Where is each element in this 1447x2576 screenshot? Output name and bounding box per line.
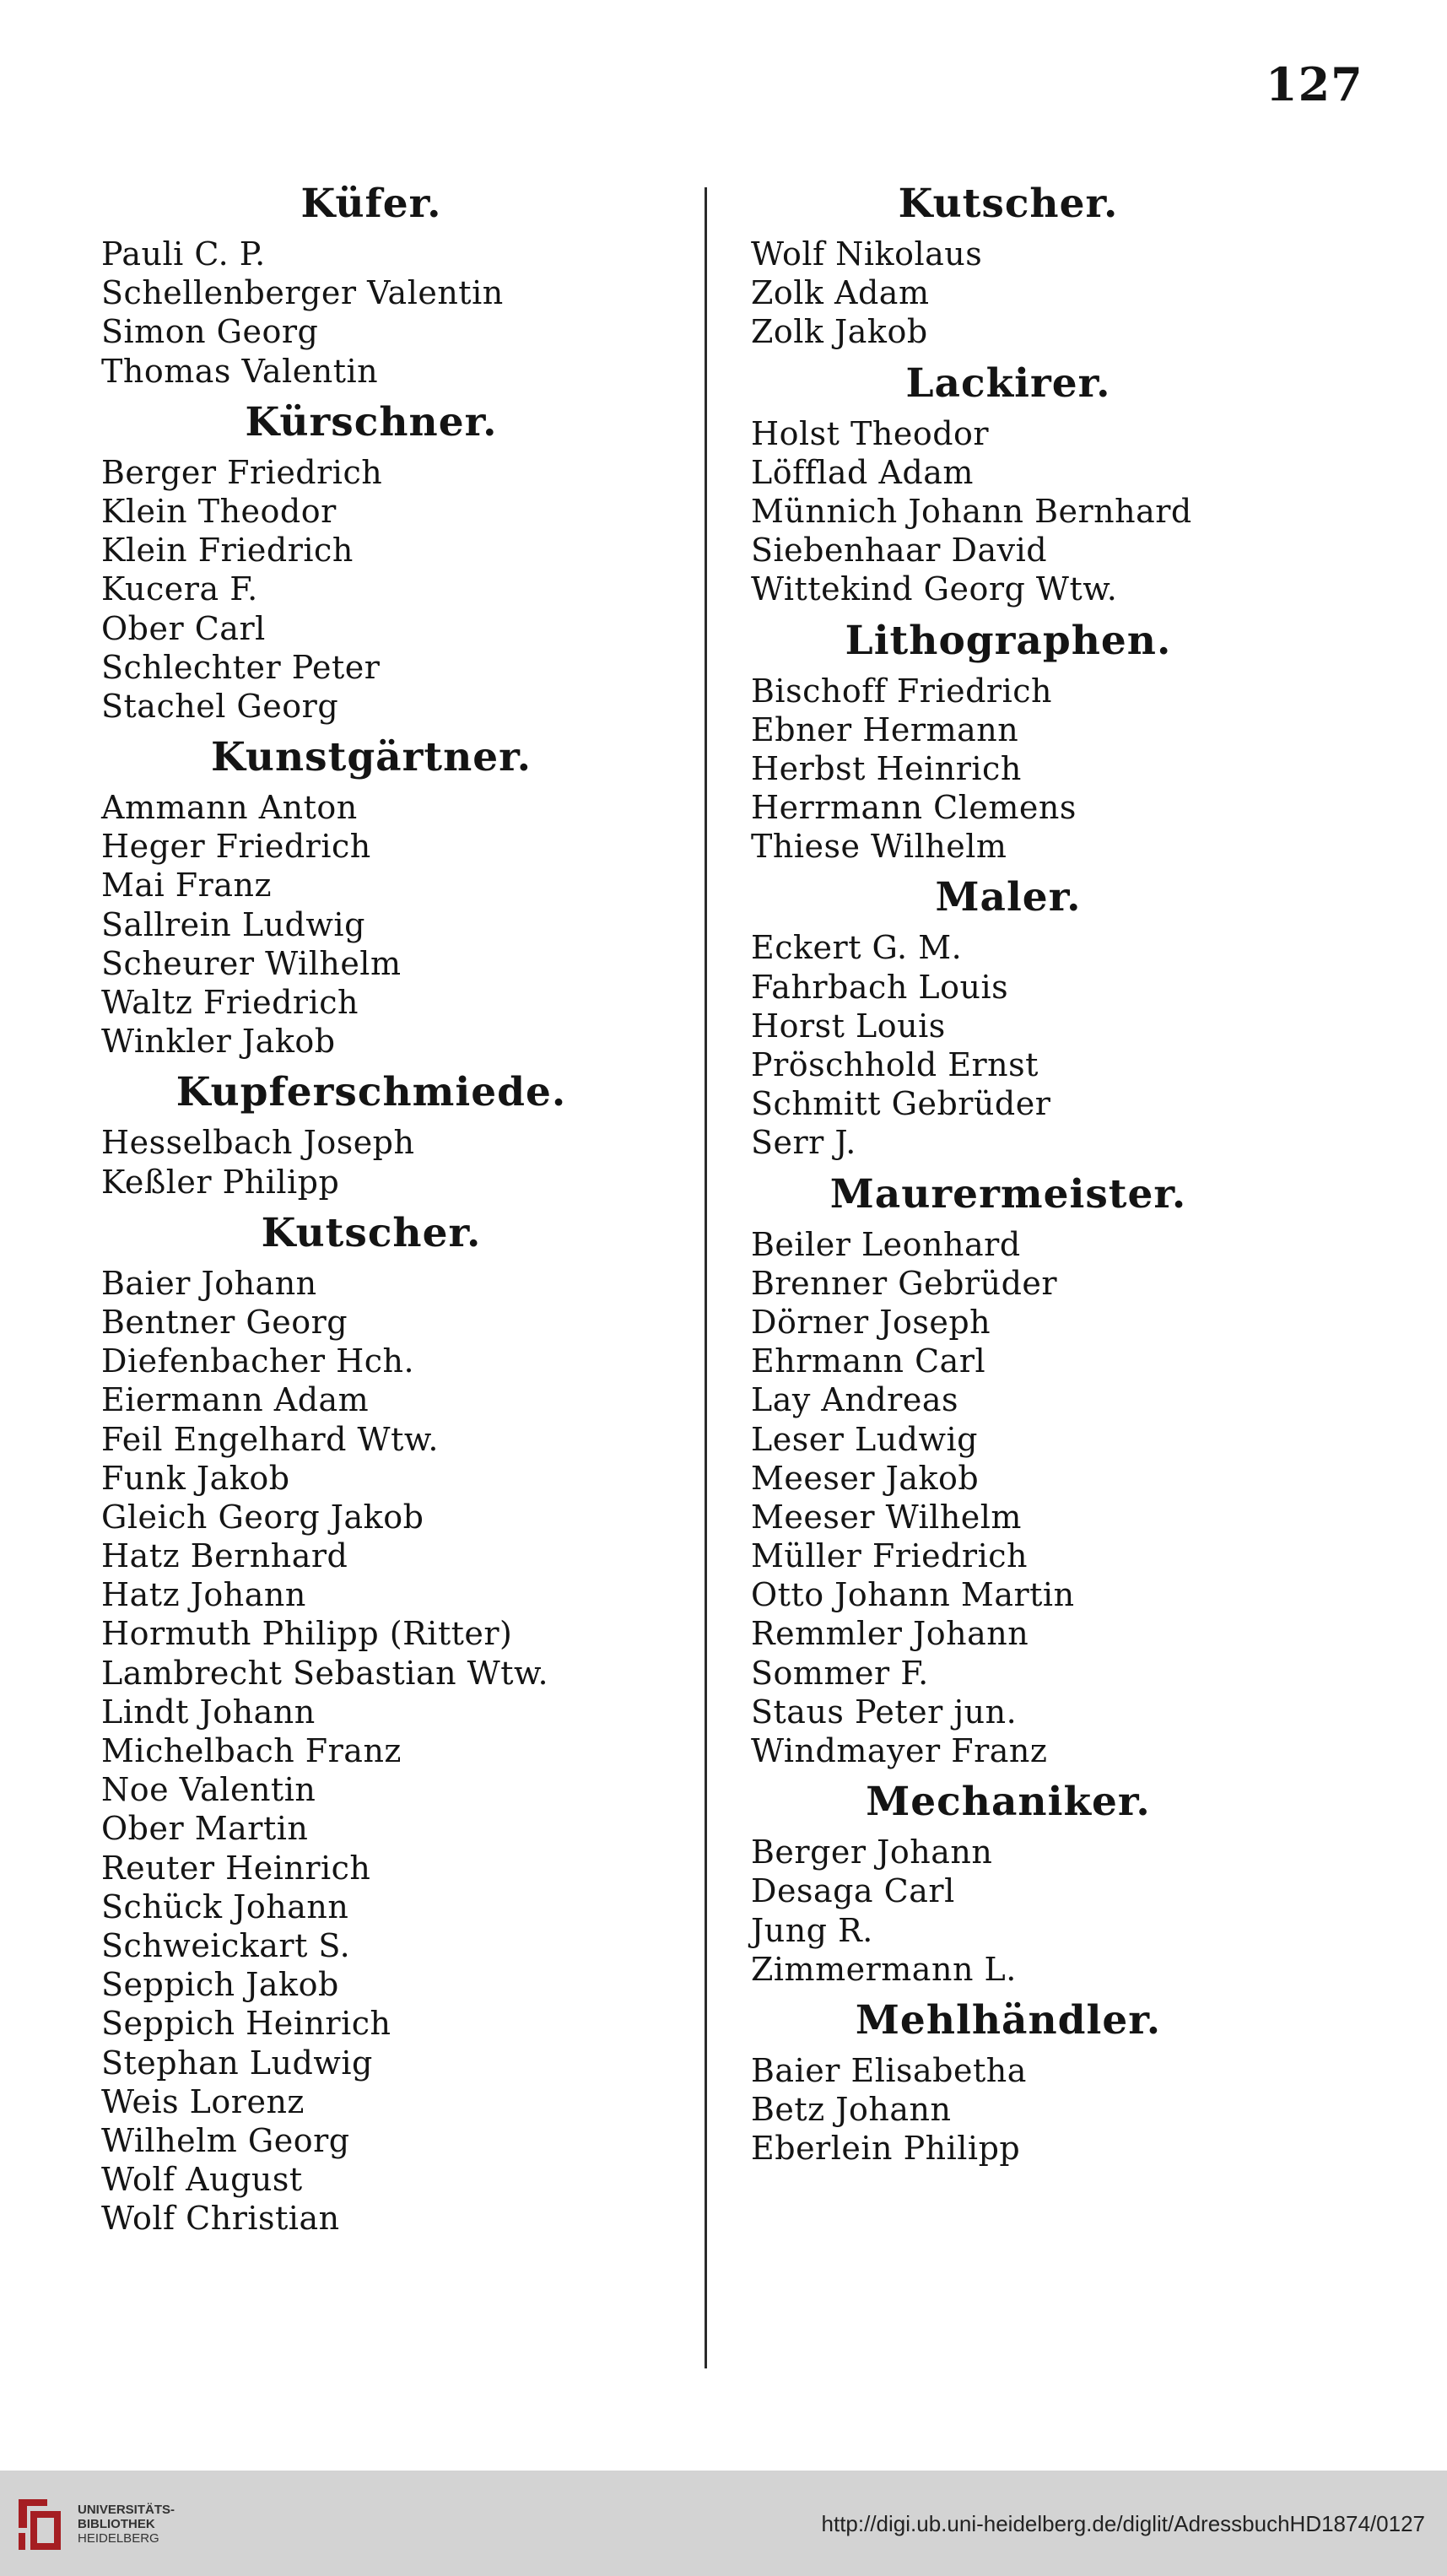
list-item: Remmler Johann <box>751 1615 1029 1653</box>
list-item: Zolk Jakob <box>751 313 928 351</box>
list-item: Thiese Wilhelm <box>751 828 1007 866</box>
list-item: Michelbach Franz <box>101 1732 402 1769</box>
library-name-line2: BIBLIOTHEK <box>78 2517 155 2531</box>
section-heading: Kupferschmiede. <box>175 1069 567 1116</box>
list-item: Simon Georg <box>101 313 319 351</box>
list-item: Waltz Friedrich <box>101 984 359 1021</box>
list-item: Betz Johann <box>751 2091 952 2129</box>
list-item: Ober Carl <box>101 609 266 647</box>
list-item: Bischoff Friedrich <box>751 672 1052 710</box>
list-item: Müller Friedrich <box>751 1537 1028 1575</box>
university-library-logo-icon <box>13 2494 66 2555</box>
list-item: Lindt Johann <box>101 1693 316 1731</box>
list-item: Pröschhold Ernst <box>751 1046 1039 1083</box>
list-item: Münnich Johann Bernhard <box>751 492 1192 530</box>
list-item: Kucera F. <box>101 570 258 608</box>
list-item: Gleich Georg Jakob <box>101 1498 424 1536</box>
list-item: Ehrmann Carl <box>751 1342 986 1380</box>
list-item: Keßler Philipp <box>101 1163 340 1201</box>
list-item: Herrmann Clemens <box>751 789 1077 827</box>
list-item: Zolk Adam <box>751 274 930 312</box>
list-item: Schlechter Peter <box>101 648 381 686</box>
entry-list <box>751 414 1232 609</box>
list-item: Otto Johann Martin <box>751 1576 1075 1614</box>
section-heading: Maurermeister. <box>829 1170 1187 1218</box>
entry-list <box>101 235 607 391</box>
list-item: Schmitt Gebrüder <box>751 1085 1051 1123</box>
section <box>751 871 1232 1162</box>
list-item: Meeser Jakob <box>751 1459 980 1497</box>
list-item: Herbst Heinrich <box>751 749 1022 787</box>
list-item: Heger Friedrich <box>101 828 371 866</box>
section-heading: Kürschner. <box>245 398 498 446</box>
list-item: Löfflad Adam <box>751 453 974 491</box>
entry-list <box>101 1264 607 2238</box>
list-item: Bentner Georg <box>101 1303 348 1341</box>
section-heading: Kunstgärtner. <box>210 734 532 781</box>
entry-list <box>101 1123 607 1201</box>
list-item: Ober Martin <box>101 1810 309 1848</box>
section <box>751 1775 1232 1989</box>
library-name-line3: HEIDELBERG <box>78 2531 159 2546</box>
section-heading: Lithographen. <box>845 617 1172 664</box>
list-item: Pauli C. P. <box>101 235 266 273</box>
entry-list <box>751 235 1232 352</box>
list-item: Berger Johann <box>751 1833 993 1871</box>
library-name <box>78 2503 175 2546</box>
list-item: Schellenberger Valentin <box>101 274 504 312</box>
list-item: Brenner Gebrüder <box>751 1264 1058 1302</box>
section <box>751 614 1232 867</box>
list-item: Funk Jakob <box>101 1459 290 1497</box>
list-item: Wolf Christian <box>101 2200 340 2238</box>
list-item: Schück Johann <box>101 1887 349 1925</box>
list-item: Feil Engelhard Wtw. <box>101 1420 439 1458</box>
list-item: Hatz Johann <box>101 1576 306 1614</box>
source-url[interactable]: http://digi.ub.uni-heidelberg.de/diglit/AdressbuchHD1874/0127 <box>821 2511 1425 2536</box>
list-item: Ammann Anton <box>101 789 358 827</box>
list-item: Wilhelm Georg <box>101 2121 350 2159</box>
list-item: Wolf Nikolaus <box>751 235 983 273</box>
list-item: Lambrecht Sebastian Wtw. <box>101 1654 549 1692</box>
list-item: Leser Ludwig <box>751 1420 978 1458</box>
section-heading: Mehlhändler. <box>855 1996 1162 2044</box>
section <box>751 1994 1232 2168</box>
list-item: Weis Lorenz <box>101 2082 305 2120</box>
list-item: Eberlein Philipp <box>751 2130 1021 2168</box>
list-item: Serr J. <box>751 1124 856 1162</box>
list-item: Horst Louis <box>751 1007 946 1045</box>
list-item: Seppich Heinrich <box>101 2005 391 2043</box>
list-item: Noe Valentin <box>101 1771 316 1809</box>
list-item: Hatz Bernhard <box>101 1537 348 1575</box>
list-item: Meeser Wilhelm <box>751 1498 1022 1536</box>
section-heading: Küfer. <box>300 181 442 227</box>
list-item: Desaga Carl <box>751 1872 955 1910</box>
section <box>101 396 607 726</box>
list-item: Fahrbach Louis <box>751 968 1009 1006</box>
section-heading: Lackirer. <box>905 359 1111 407</box>
list-item: Stephan Ludwig <box>101 2044 373 2082</box>
section <box>101 1207 607 2238</box>
list-item: Baier Johann <box>101 1264 317 1302</box>
list-item: Reuter Heinrich <box>101 1849 371 1887</box>
list-item: Wittekind Georg Wtw. <box>751 570 1118 608</box>
section-heading: Mechaniker. <box>866 1779 1151 1826</box>
list-item: Scheurer Wilhelm <box>101 944 402 982</box>
section-heading: Maler. <box>935 874 1082 921</box>
list-item: Hesselbach Joseph <box>101 1124 415 1162</box>
list-item: Berger Friedrich <box>101 453 383 491</box>
entry-list <box>751 672 1232 867</box>
list-item: Windmayer Franz <box>751 1732 1048 1769</box>
list-item: Eckert G. M. <box>751 929 963 967</box>
section <box>101 731 607 1061</box>
list-item: Stachel Georg <box>101 687 339 725</box>
list-item: Jung R. <box>751 1911 873 1949</box>
list-item: Siebenhaar David <box>751 532 1048 570</box>
page-number: 127 <box>1266 57 1363 111</box>
list-item: Seppich Jakob <box>101 1966 339 2004</box>
list-item: Schweickart S. <box>101 1926 351 1964</box>
list-item: Sallrein Ludwig <box>101 905 365 943</box>
list-item: Beiler Leonhard <box>751 1225 1021 1263</box>
section <box>101 1066 607 1201</box>
column-divider <box>705 187 707 2368</box>
library-name-line1: UNIVERSITÄTS- <box>78 2503 175 2517</box>
section <box>751 1168 1232 1771</box>
list-item: Sommer F. <box>751 1654 929 1692</box>
entry-list <box>101 453 607 726</box>
list-item: Klein Theodor <box>101 492 337 530</box>
footer-bar <box>0 2471 1447 2576</box>
list-item: Baier Elisabetha <box>751 2051 1027 2089</box>
section-heading: Kutscher. <box>261 1209 482 1256</box>
list-item: Holst Theodor <box>751 414 990 452</box>
list-item: Klein Friedrich <box>101 532 354 570</box>
entry-list <box>751 928 1232 1162</box>
list-item: Zimmermann L. <box>751 1950 1017 1988</box>
list-item: Eiermann Adam <box>101 1381 370 1419</box>
list-item: Staus Peter jun. <box>751 1693 1018 1731</box>
list-item: Hormuth Philipp (Ritter) <box>101 1615 513 1653</box>
list-item: Ebner Hermann <box>751 710 1019 748</box>
list-item: Dörner Joseph <box>751 1303 991 1341</box>
right-column <box>751 172 1232 2168</box>
section <box>751 177 1232 352</box>
entry-list <box>101 788 607 1061</box>
list-item: Diefenbacher Hch. <box>101 1342 415 1380</box>
list-item: Lay Andreas <box>751 1381 958 1419</box>
list-item: Thomas Valentin <box>101 352 379 390</box>
section <box>751 357 1232 609</box>
section <box>101 177 607 391</box>
list-item: Mai Franz <box>101 867 272 905</box>
entry-list <box>751 1225 1232 1771</box>
list-item: Wolf August <box>101 2161 303 2199</box>
section-heading: Kutscher. <box>898 181 1119 227</box>
list-item: Winkler Jakob <box>101 1023 336 1061</box>
left-column <box>101 172 607 2238</box>
entry-list <box>751 1833 1232 1989</box>
entry-list <box>751 2051 1232 2168</box>
